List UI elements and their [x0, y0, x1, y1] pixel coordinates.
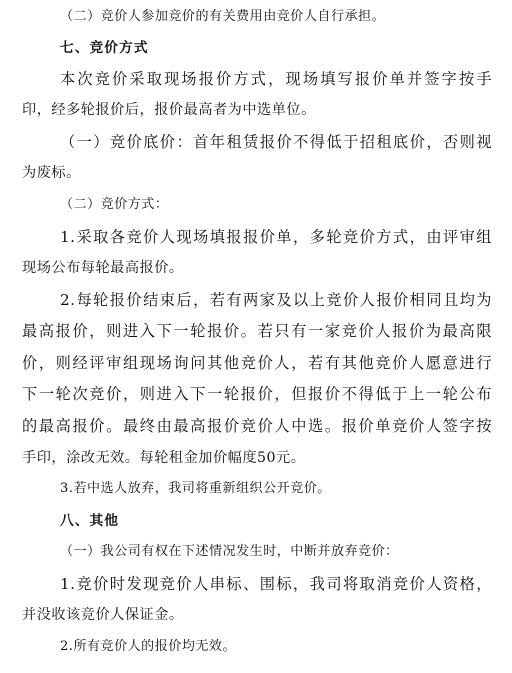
- section-heading-8: 八、其他: [60, 513, 120, 529]
- paragraph-line-10: 2.每轮报价结束后，若有两家及以上竞价人报价相同且均为: [60, 291, 492, 309]
- paragraph-line-1: （二）竞价人参加竞价的有关费用由竞价人自行承担。: [60, 9, 386, 24]
- paragraph-line-12: 价，则经评审组现场询问其他竞价人，若有其他竞价人愿意进行: [22, 354, 492, 372]
- section-heading-7: 七、竞价方式: [60, 40, 149, 56]
- paragraph-line-13: 下一轮次竞价，则进入下一轮报价，但报价不得低于上一轮公布: [22, 385, 492, 403]
- paragraph-line-7: （二）竞价方式：: [60, 197, 169, 212]
- paragraph-line-6: 为废标。: [22, 165, 81, 181]
- paragraph-line-21: 2.所有竞价人的报价均无效。: [60, 639, 237, 654]
- paragraph-line-15: 手印，涂改无效。每轮租金加价幅度50元。: [22, 450, 306, 466]
- paragraph-line-20: 并没收该竞价人保证金。: [22, 607, 184, 623]
- paragraph-line-9: 现场公布每轮最高报价。: [22, 260, 184, 276]
- paragraph-line-18: （一）我公司有权在下述情况发生时，中断并放弃竞价：: [60, 544, 399, 559]
- paragraph-line-4: 印，经多轮报价后，报价最高者为中选单位。: [22, 102, 316, 118]
- paragraph-line-3: 本次竞价采取现场报价方式，现场填写报价单并签字按手: [60, 70, 492, 88]
- paragraph-line-19: 1.竞价时发现竞价人串标、围标，我司将取消竞价人资格，: [60, 575, 492, 593]
- paragraph-line-14: 的最高报价。最终由最高报价竞价人中选。报价单竞价人签字按: [22, 417, 492, 435]
- paragraph-line-16: 3.若中选人放弃，我司将重新组织公开竞价。: [60, 481, 331, 496]
- paragraph-line-8: 1.采取各竞价人现场填报报价单，多轮竞价方式，由评审组: [60, 228, 492, 246]
- paragraph-line-5: （一）竞价底价：首年租赁报价不得低于招租底价，否则视: [60, 133, 492, 151]
- paragraph-line-11: 最高报价，则进入下一轮报价。若只有一家竞价人报价为最高限: [22, 322, 492, 340]
